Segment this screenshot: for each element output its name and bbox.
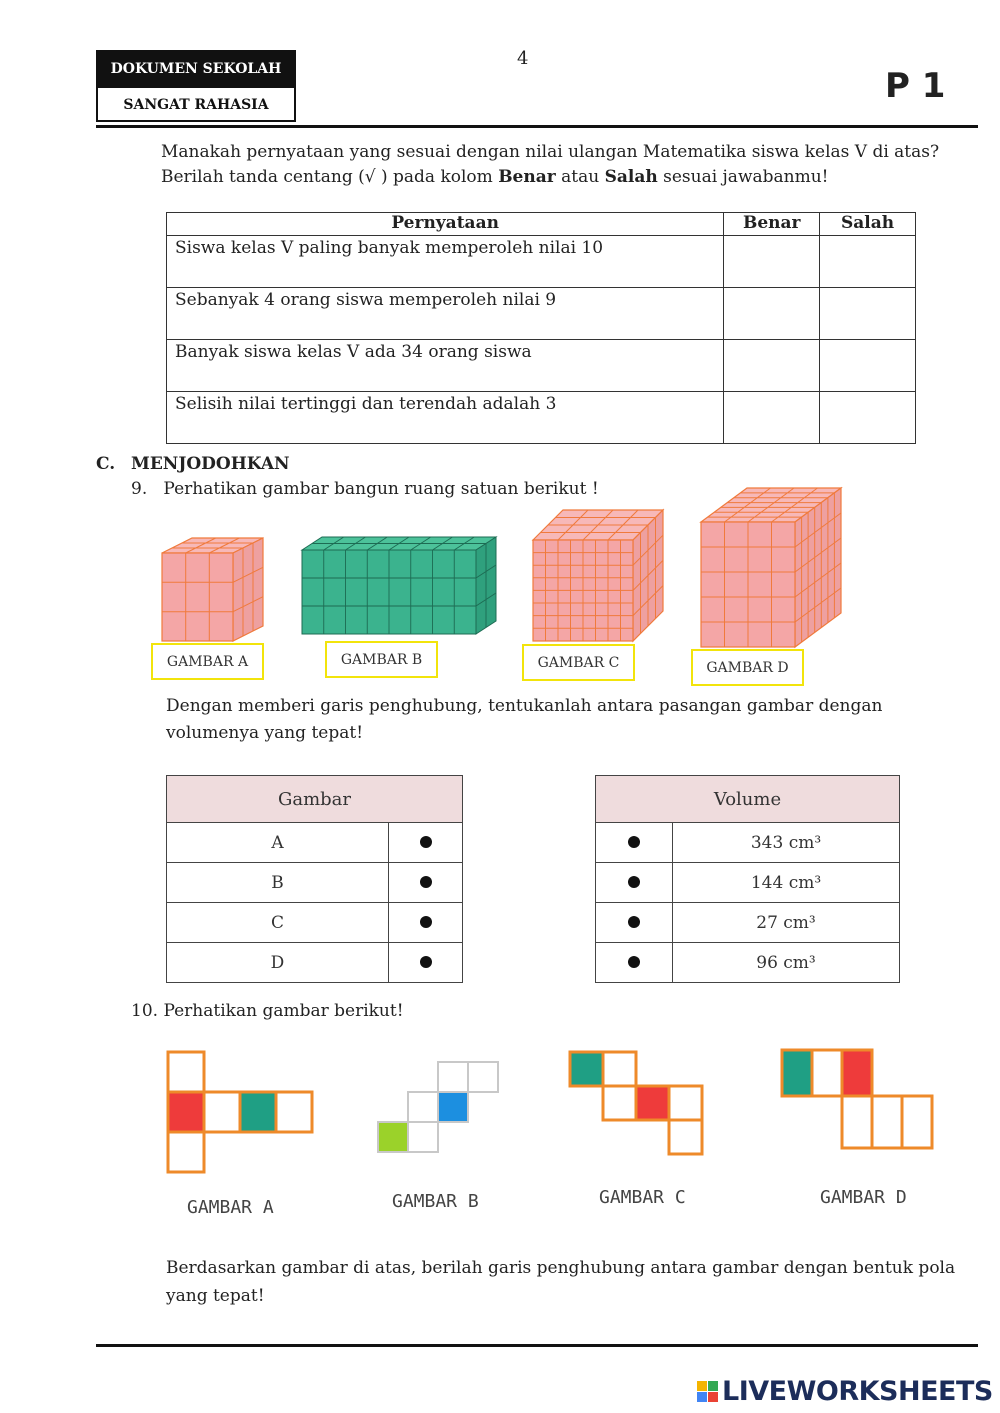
q9-label-b: GAMBAR B — [325, 641, 438, 678]
net-a-figure — [168, 1052, 312, 1172]
block-b-figure — [302, 537, 496, 634]
table-row — [167, 236, 916, 288]
connector-dot[interactable] — [389, 823, 463, 863]
section-letter: C. — [96, 454, 116, 474]
statement-text: Banyak siswa kelas V ada 34 orang siswa — [167, 340, 724, 392]
q9-label-a: GAMBAR A — [151, 643, 264, 680]
table-row — [167, 943, 463, 983]
q10-label-c: GAMBAR C — [599, 1187, 686, 1208]
table-row — [596, 823, 900, 863]
q10-prompt: 10. Perhatikan gambar berikut! — [131, 1001, 404, 1021]
gambar-item: B — [167, 863, 389, 903]
q9-instruction-line2: volumenya yang tepat! — [166, 723, 364, 743]
volume-header: Volume — [596, 776, 900, 823]
benar-cell[interactable] — [724, 236, 820, 288]
net-c-figure — [570, 1052, 702, 1154]
connector-dot[interactable] — [389, 943, 463, 983]
table-row — [167, 288, 916, 340]
q9-label-d: GAMBAR D — [691, 649, 804, 686]
connector-dot[interactable] — [596, 903, 673, 943]
table-row — [167, 392, 916, 444]
col-salah: Salah — [820, 213, 916, 236]
footer-rule — [96, 1344, 978, 1347]
benar-cell[interactable] — [724, 288, 820, 340]
volume-item: 343 cm³ — [673, 823, 900, 863]
cube-a-figure — [162, 538, 263, 641]
doc-type-label: DOKUMEN SEKOLAH — [96, 50, 296, 86]
classification-label: SANGAT RAHASIA — [96, 86, 296, 122]
q10-label-d: GAMBAR D — [820, 1187, 907, 1208]
volume-item: 144 cm³ — [673, 863, 900, 903]
table-row — [167, 823, 463, 863]
q10-label-a: GAMBAR A — [187, 1197, 274, 1218]
volume-table — [595, 775, 900, 983]
col-pernyataan: Pernyataan — [167, 213, 724, 236]
cube-c-figure — [533, 510, 663, 641]
benar-cell[interactable] — [724, 340, 820, 392]
table-row — [596, 863, 900, 903]
volume-item: 96 cm³ — [673, 943, 900, 983]
page-number: 4 — [517, 48, 529, 69]
net-d-figure — [782, 1050, 932, 1148]
table-row — [167, 340, 916, 392]
table-row — [167, 863, 463, 903]
cube-d-figure — [701, 488, 841, 647]
gambar-header: Gambar — [167, 776, 463, 823]
salah-cell[interactable] — [820, 288, 916, 340]
table-row — [167, 903, 463, 943]
q10-instruction-line2: yang tepat! — [166, 1286, 265, 1306]
table-row — [596, 943, 900, 983]
benar-cell[interactable] — [724, 392, 820, 444]
col-benar: Benar — [724, 213, 820, 236]
q8-line1: Manakah pernyataan yang sesuai dengan nilai ulangan Matematika siswa kelas V di atas? — [161, 142, 940, 162]
q10-instruction-line1: Berdasarkan gambar di atas, berilah garis penghubung antara gambar dengan bentuk pola — [166, 1258, 956, 1278]
table-row — [596, 903, 900, 943]
connector-dot[interactable] — [389, 903, 463, 943]
statement-text: Siswa kelas V paling banyak memperoleh nilai 10 — [167, 236, 724, 288]
salah-cell[interactable] — [820, 392, 916, 444]
liveworksheets-logo-icon — [697, 1381, 719, 1403]
gambar-item: C — [167, 903, 389, 943]
q10-nets — [160, 1040, 950, 1190]
statement-text: Selisih nilai tertinggi dan terendah adalah 3 — [167, 392, 724, 444]
statement-table — [166, 212, 916, 444]
q9-prompt: 9. Perhatikan gambar bangun ruang satuan berikut ! — [131, 479, 599, 499]
gambar-item: D — [167, 943, 389, 983]
section-title: MENJODOHKAN — [131, 454, 290, 474]
salah-cell[interactable] — [820, 340, 916, 392]
gambar-table — [166, 775, 463, 983]
q10-label-b: GAMBAR B — [392, 1191, 479, 1212]
header-rule — [96, 125, 978, 128]
connector-dot[interactable] — [596, 823, 673, 863]
statement-text: Sebanyak 4 orang siswa memperoleh nilai 9 — [167, 288, 724, 340]
footer-brand[interactable]: LIVEWORKSHEETS — [722, 1376, 993, 1407]
connector-dot[interactable] — [389, 863, 463, 903]
gambar-item: A — [167, 823, 389, 863]
q9-instruction-line1: Dengan memberi garis penghubung, tentukanlah antara pasangan gambar dengan — [166, 696, 883, 716]
salah-cell[interactable] — [820, 236, 916, 288]
q8-line2: Berilah tanda centang (√ ) pada kolom Benar atau Salah sesuai jawabanmu! — [161, 167, 829, 187]
net-b-figure — [378, 1062, 498, 1152]
paket-label: P 1 — [885, 66, 946, 106]
connector-dot[interactable] — [596, 863, 673, 903]
volume-item: 27 cm³ — [673, 903, 900, 943]
q9-label-c: GAMBAR C — [522, 644, 635, 681]
connector-dot[interactable] — [596, 943, 673, 983]
